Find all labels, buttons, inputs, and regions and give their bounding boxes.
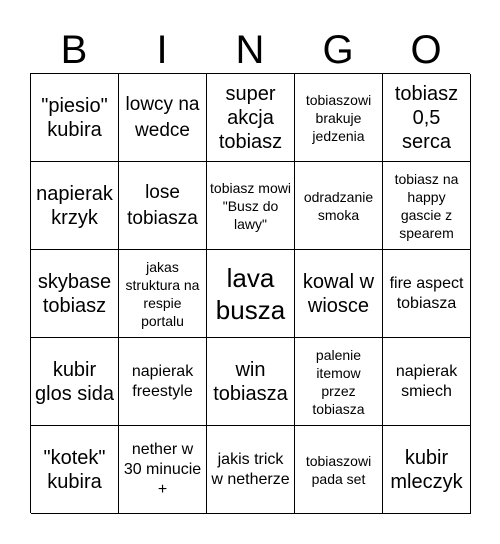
cell-text: tobiasz mowi "Busz do lawy": [210, 179, 291, 232]
bingo-cell[interactable]: [119, 74, 207, 162]
bingo-cell[interactable]: [119, 338, 207, 426]
bingo-cell[interactable]: [383, 74, 471, 162]
cell-text: kowal w wiosce: [302, 270, 375, 317]
bingo-cell[interactable]: [207, 250, 295, 338]
header-letter-g: G: [322, 28, 354, 72]
bingo-cell[interactable]: [31, 74, 119, 162]
bingo-cell[interactable]: [295, 338, 383, 426]
bingo-cell[interactable]: [383, 250, 471, 338]
cell-text: lowcy na wedce: [125, 93, 200, 141]
cell-text: tobiasz na happy gascie z spearem: [394, 170, 459, 241]
header-letter-i: I: [156, 28, 168, 72]
bingo-cell[interactable]: [295, 250, 383, 338]
bingo-cell[interactable]: [383, 338, 471, 426]
cell-text: napierak smiech: [395, 362, 458, 400]
cell-text: tobiaszowi pada set: [305, 452, 372, 487]
cell-text: palenie itemow przez tobiasza: [312, 346, 365, 417]
header-letter-n: N: [235, 28, 265, 72]
cell-text: jakas struktura na respie portalu: [125, 258, 200, 329]
bingo-cell[interactable]: [295, 74, 383, 162]
bingo-cell[interactable]: [207, 74, 295, 162]
cell-text: jakis trick w netherze: [211, 450, 290, 488]
bingo-cell[interactable]: [207, 426, 295, 514]
bingo-header: [30, 26, 470, 74]
bingo-cell[interactable]: [31, 426, 119, 514]
cell-text: nether w 30 minucie +: [123, 440, 202, 498]
cell-text: tobiaszowi brakuje jedzenia: [305, 91, 372, 144]
bingo-cell[interactable]: [31, 338, 119, 426]
bingo-cell[interactable]: [383, 426, 471, 514]
cell-text: fire aspect tobiasza: [389, 274, 464, 312]
bingo-cell[interactable]: [383, 162, 471, 250]
cell-text: tobiasz 0,5 serca: [394, 82, 459, 153]
cell-text: napierak freestyle: [131, 362, 194, 400]
header-letter-b: B: [60, 28, 88, 72]
bingo-cell[interactable]: [207, 162, 295, 250]
cell-text: napierak krzyk: [36, 182, 113, 229]
cell-text: kubir glos sida: [35, 358, 114, 405]
cell-text: lose tobiasza: [127, 181, 198, 229]
bingo-grid: [30, 73, 470, 513]
cell-text: "piesio" kubira: [41, 94, 108, 141]
cell-text: "kotek" kubira: [43, 446, 106, 493]
bingo-cell[interactable]: [207, 338, 295, 426]
cell-text: win tobiasza: [213, 358, 288, 405]
bingo-cell[interactable]: [31, 250, 119, 338]
header-letter-o: O: [410, 28, 442, 72]
cell-text: super akcja tobiasz: [218, 82, 283, 153]
cell-text: skybase tobiasz: [37, 270, 112, 317]
bingo-cell[interactable]: [295, 162, 383, 250]
bingo-cell[interactable]: [119, 250, 207, 338]
bingo-cell[interactable]: [119, 426, 207, 514]
bingo-cell[interactable]: [119, 162, 207, 250]
bingo-cell[interactable]: [295, 426, 383, 514]
bingo-cell[interactable]: [31, 162, 119, 250]
cell-text: kubir mleczyk: [390, 446, 463, 493]
cell-text: odradzanie smoka: [303, 188, 374, 223]
cell-text: lava busza: [215, 262, 286, 325]
